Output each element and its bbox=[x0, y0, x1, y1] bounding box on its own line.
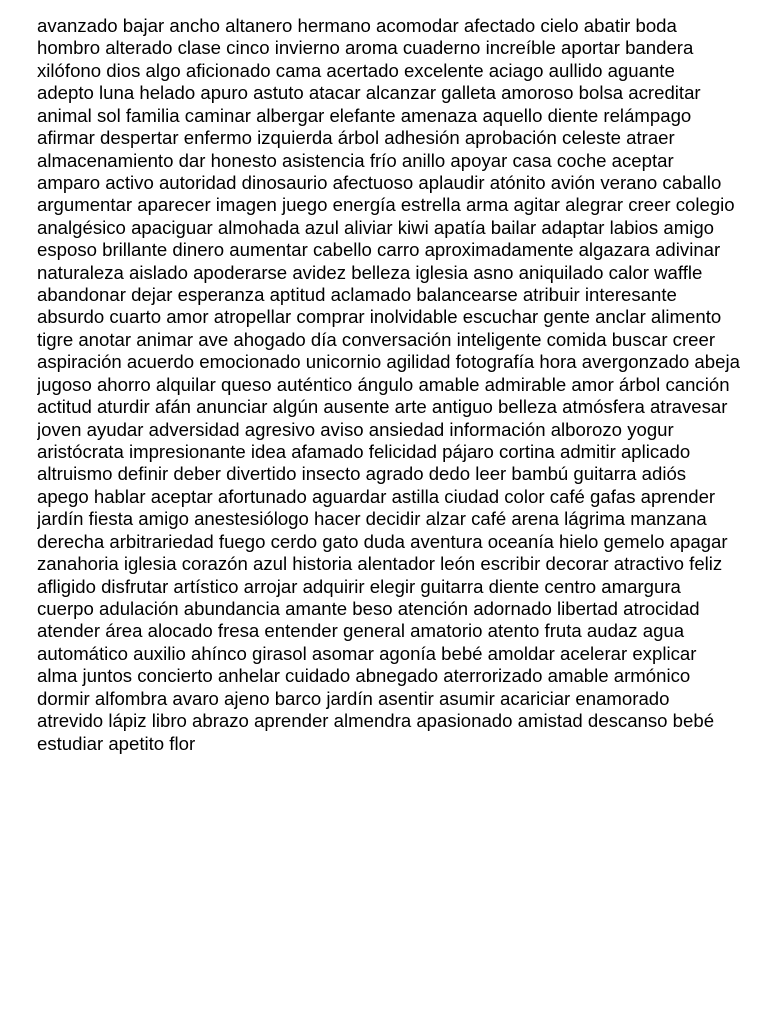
text-line: tigre anotar animar ave ahogado día conversación inteligente comida buscar creer bbox=[37, 328, 716, 350]
text-line: jardín fiesta amigo anestesiólogo hacer decidir alzar café arena lágrima manzana bbox=[37, 508, 707, 530]
text-line: dormir alfombra avaro ajeno barco jardín asentir asumir acariciar enamorado bbox=[37, 687, 670, 709]
text-line: derecha arbitrariedad fuego cerdo gato duda aventura oceanía hielo gemelo apagar bbox=[37, 530, 728, 552]
text-line: animal sol familia caminar albergar elefante amenaza aquello diente relámpago bbox=[37, 104, 692, 126]
text-line: atrevido lápiz libro abrazo aprender almendra apasionado amistad descanso bebé bbox=[37, 710, 715, 732]
text-line: afirmar despertar enfermo izquierda árbol adhesión aprobación celeste atraer bbox=[37, 127, 675, 149]
text-line: aristócrata impresionante idea afamado felicidad pájaro cortina admitir aplicado bbox=[37, 441, 691, 463]
text-line: avanzado bajar ancho altanero hermano acomodar afectado cielo abatir boda bbox=[37, 15, 677, 36]
text-line: abandonar dejar esperanza aptitud aclamado balancearse atribuir interesante bbox=[37, 284, 677, 306]
text-line: alma juntos concierto anhelar cuidado abnegado aterrorizado amable armónico bbox=[37, 665, 691, 687]
text-line: estudiar apetito flor bbox=[37, 732, 196, 754]
text-line: joven ayudar adversidad agresivo aviso ansiedad información alborozo yogur bbox=[37, 418, 674, 440]
text-line: adepto luna helado apuro astuto atacar alcanzar galleta amoroso bolsa acreditar bbox=[37, 82, 701, 104]
text-line: xilófono dios algo aficionado cama acertado excelente aciago aullido aguante bbox=[37, 59, 675, 81]
text-line: jugoso ahorro alquilar queso auténtico ángulo amable admirable amor árbol canción bbox=[37, 373, 730, 395]
text-line: hombro alterado clase cinco invierno aroma cuaderno increíble aportar bandera bbox=[37, 37, 694, 59]
text-line: absurdo cuarto amor atropellar comprar inolvidable escuchar gente anclar alimento bbox=[37, 306, 722, 328]
text-line: altruismo definir deber divertido insecto agrado dedo leer bambú guitarra adiós bbox=[37, 463, 687, 485]
text-line: automático auxilio ahínco girasol asomar agonía bebé amoldar acelerar explicar bbox=[37, 642, 697, 664]
word-list-text bbox=[37, 15, 768, 755]
text-line: atender área alocado fresa entender general amatorio atento fruta audaz agua bbox=[37, 620, 685, 642]
text-line: naturaleza aislado apoderarse avidez belleza iglesia asno aniquilado calor waffle bbox=[37, 261, 703, 283]
text-line: esposo brillante dinero aumentar cabello carro aproximadamente algazara adivinar bbox=[37, 239, 721, 261]
text-line: cuerpo adulación abundancia amante beso atención adornado libertad atrocidad bbox=[37, 597, 700, 619]
text-line: afligido disfrutar artístico arrojar adquirir elegir guitarra diente centro amargura bbox=[37, 575, 681, 597]
text-line: actitud aturdir afán anunciar algún ausente arte antiguo belleza atmósfera atravesar bbox=[37, 396, 728, 418]
text-line: aspiración acuerdo emocionado unicornio agilidad fotografía hora avergonzado abeja bbox=[37, 351, 740, 373]
text-line: amparo activo autoridad dinosaurio afectuoso aplaudir atónito avión verano caballo bbox=[37, 171, 722, 193]
text-line: argumentar aparecer imagen juego energía estrella arma agitar alegrar creer colegio bbox=[37, 194, 735, 216]
text-line: almacenamiento dar honesto asistencia frío anillo apoyar casa coche aceptar bbox=[37, 149, 674, 171]
text-line: analgésico apaciguar almohada azul aliviar kiwi apatía bailar adaptar labios amigo bbox=[37, 216, 715, 238]
text-line: apego hablar aceptar afortunado aguardar astilla ciudad color café gafas aprender bbox=[37, 485, 716, 507]
text-line: zanahoria iglesia corazón azul historia alentador león escribir decorar atractivo feliz bbox=[37, 553, 723, 575]
